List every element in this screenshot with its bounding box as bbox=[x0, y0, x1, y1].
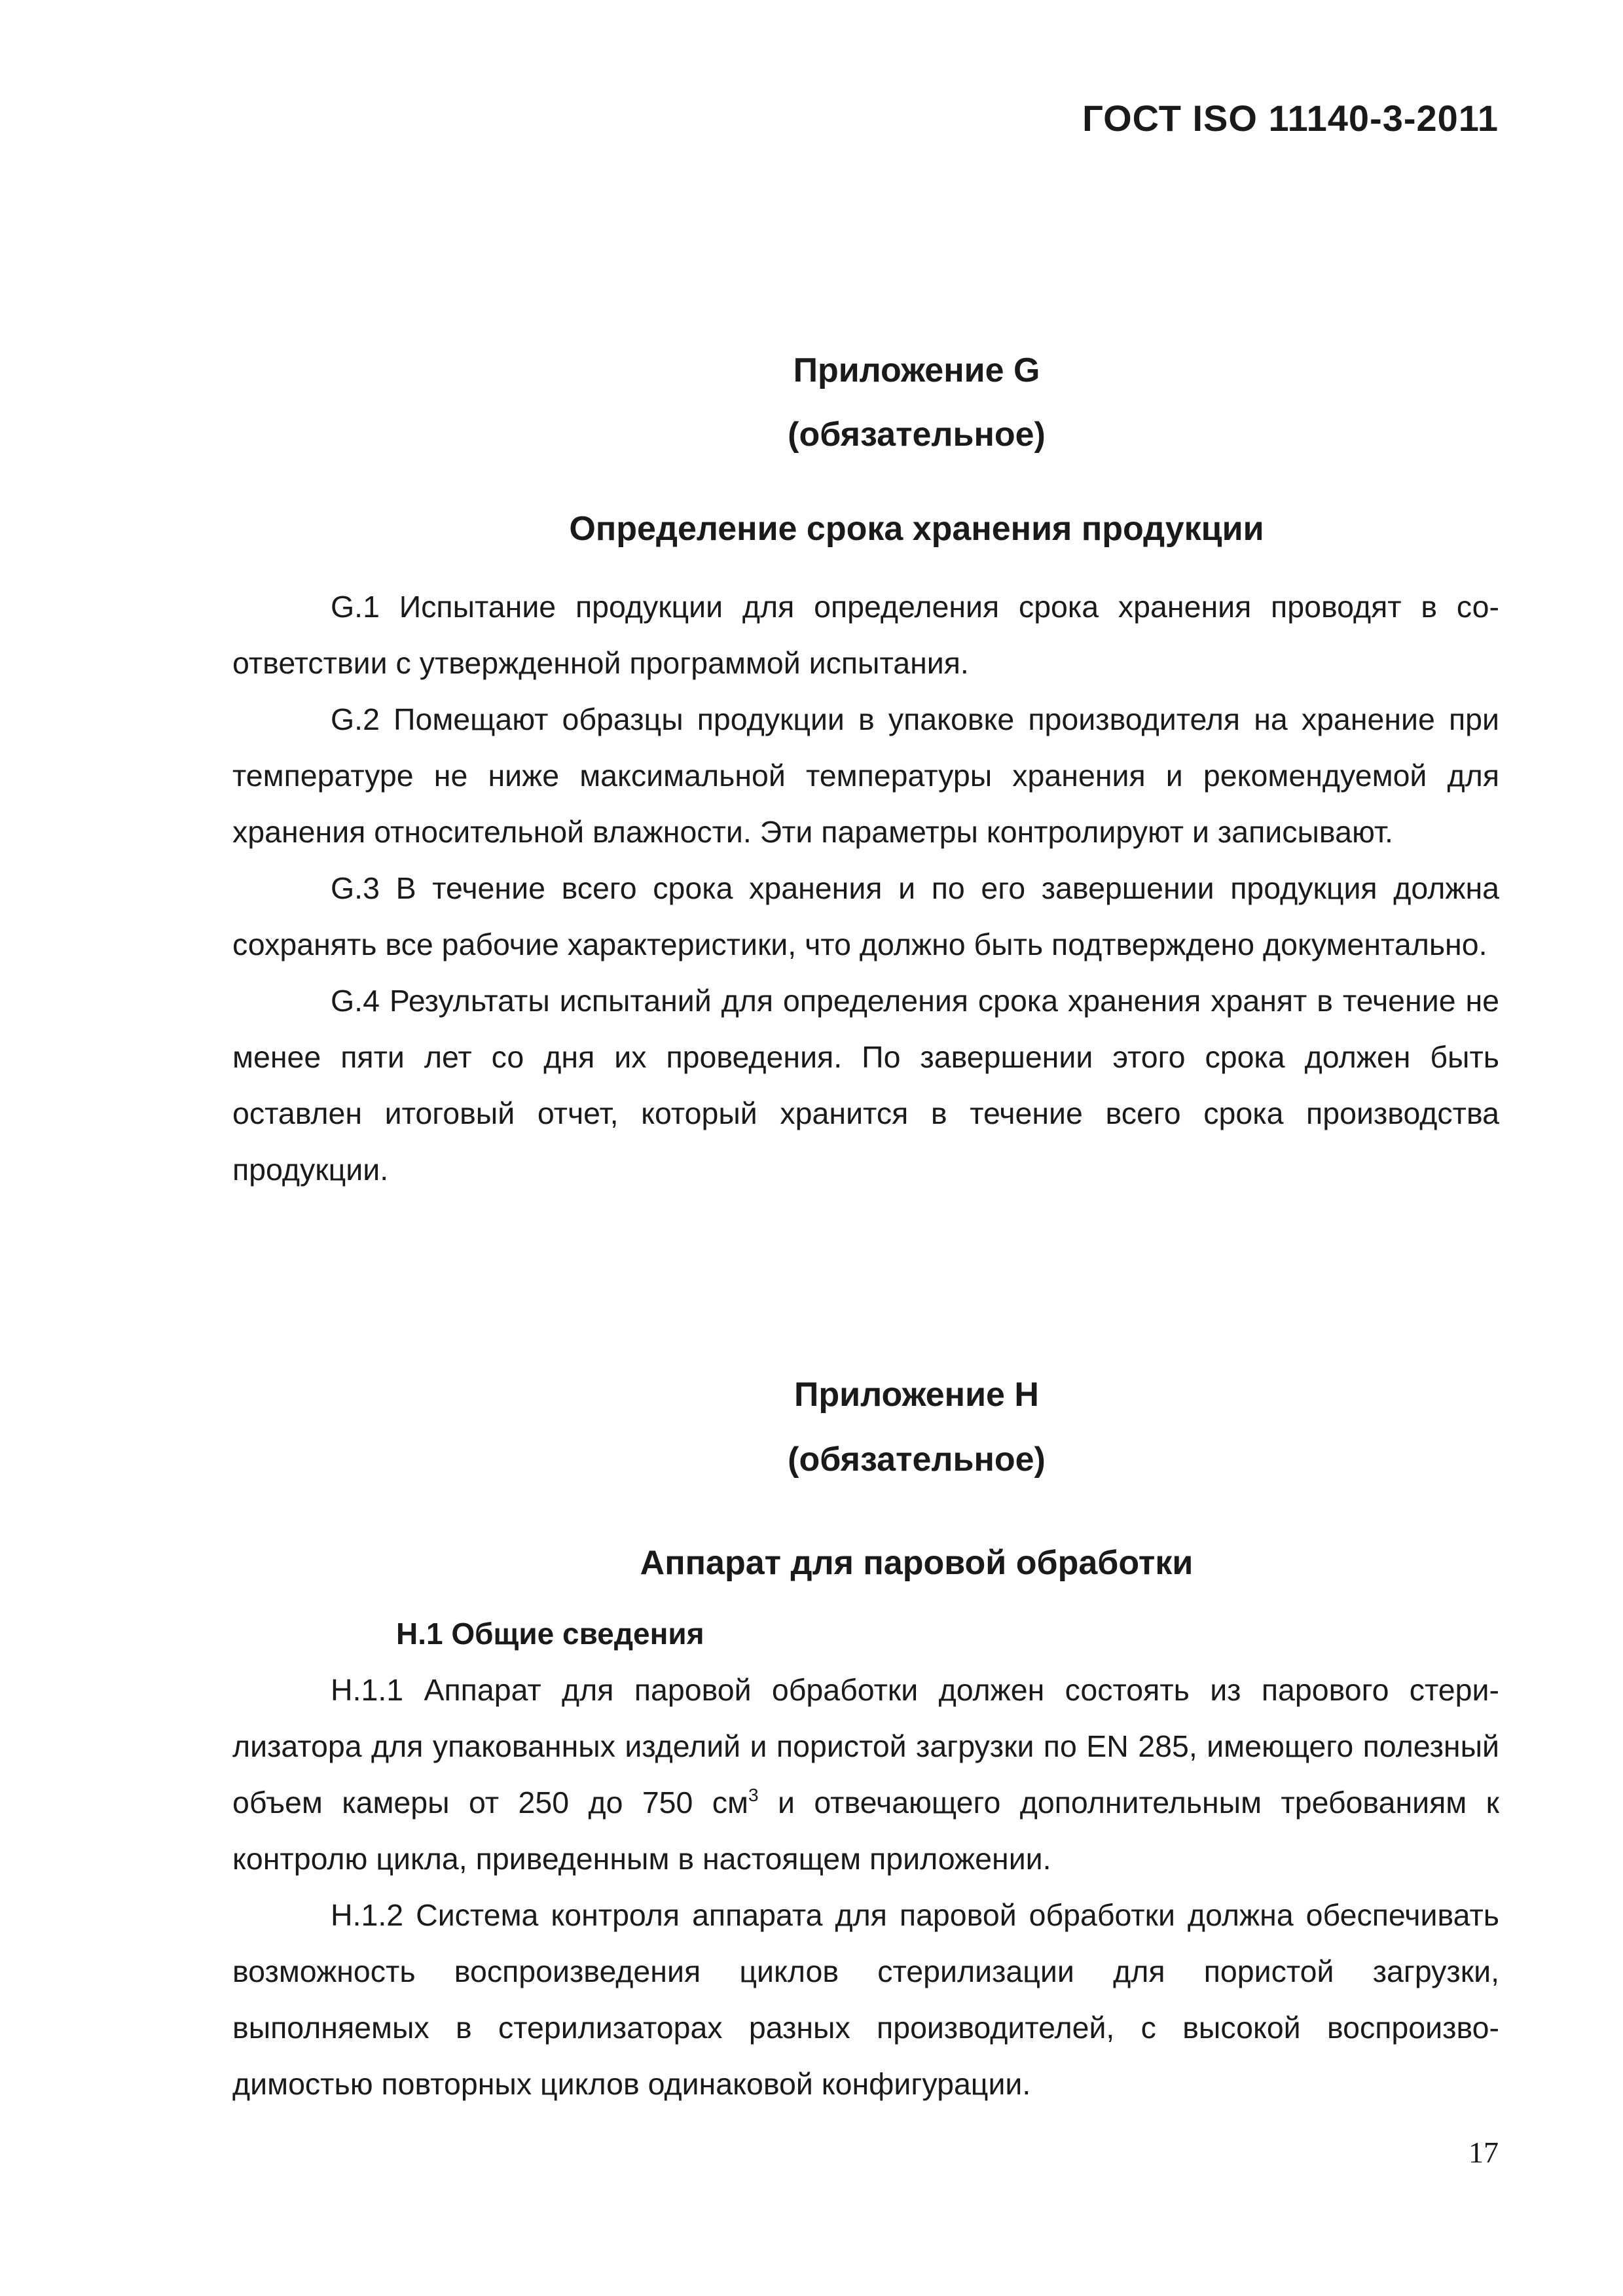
superscript-cubed: 3 bbox=[748, 1785, 759, 1805]
paragraph-h1-1 bbox=[232, 1662, 1499, 1887]
paragraph-h1-1-text: Н.1.1 Аппарат для паровой обработки должен состоять из парового стерилизатора для упакованных изделий и пористой загрузки по EN 285, имеющего полезный объем камеры от 250 до 750 см bbox=[232, 1673, 1499, 1820]
paragraph-g4: G.4 Результаты испытаний для определения срока хранения хранят в течение не менее пяти лет со дня их проведения. По завершении этого срока должен быть оставлен итоговый отчет, который хранится в течение всего срока производства продукции. bbox=[232, 984, 1499, 1187]
appendix-h-heading: Аппарат для паровой обработки bbox=[640, 1544, 1194, 1582]
subsection-h1-heading: Н.1 Общие сведения bbox=[396, 1617, 704, 1651]
paragraph-g3: G.3 В течение всего срока хранения и по его завершении продукция должна сохранять все рабочие характеристики, что должно быть подтверждено документально. bbox=[232, 871, 1499, 961]
page-number: 17 bbox=[1468, 2136, 1499, 2169]
appendix-h-title: Приложение H bbox=[794, 1376, 1039, 1414]
paragraph-g1: G.1 Испытание продукции для определения срока хранения проводят в соответствии с утвержденной программой испытания. bbox=[232, 590, 1499, 680]
appendix-g-heading: Определение срока хранения продукции bbox=[569, 510, 1264, 548]
appendix-h-status: (обязательное) bbox=[788, 1441, 1046, 1479]
paragraph-h1-1-text-end: и отвечающего дополнительным требованиям к контролю цикла, приведенным в настоящем приложении. bbox=[232, 1785, 1499, 1876]
appendix-g-title: Приложение G bbox=[793, 351, 1040, 389]
paragraph-h1-2: Н.1.2 Система контроля аппарата для паровой обработки должна обеспечивать возможность воспроизведения циклов стерилизации для пористой загрузки, выполняемых в стерилизаторах разных производителей, с высокой воспроизводимостью повторных циклов одинаковой конфигурации. bbox=[232, 1898, 1499, 2101]
paragraph-g2: G.2 Помещают образцы продукции в упаковке производителя на хранение при температуре не ниже максимальной температуры хранения и рекомендуемой для хранения относительной влажности. Эти параметры контролируют и записывают. bbox=[232, 702, 1499, 849]
appendix-g-status: (обязательное) bbox=[788, 416, 1046, 454]
appendix-g-body bbox=[232, 579, 1499, 1198]
appendix-h-body bbox=[232, 1662, 1499, 2112]
standard-code-header: ГОСТ ISO 11140-3-2011 bbox=[1082, 98, 1499, 139]
